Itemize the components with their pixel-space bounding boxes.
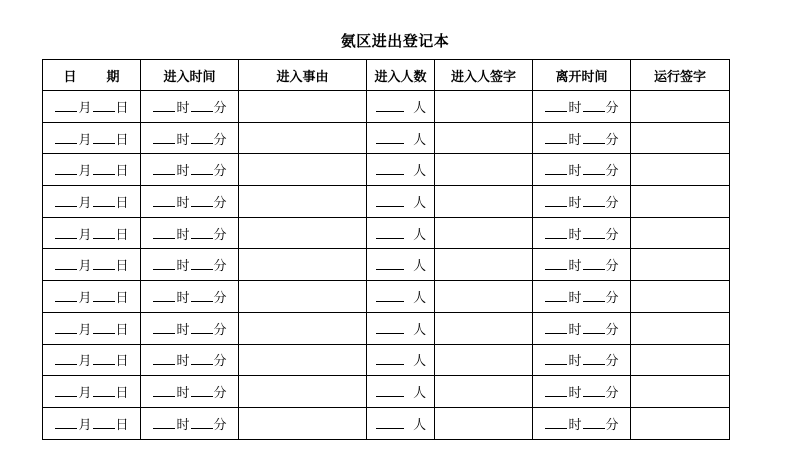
table-row bbox=[43, 122, 730, 154]
count-cell[interactable] bbox=[367, 91, 435, 123]
entry-time-cell[interactable] bbox=[141, 376, 239, 408]
header-entry-time: 进入时间 bbox=[141, 60, 239, 91]
day-unit: 日 bbox=[115, 417, 129, 433]
day-unit: 日 bbox=[115, 100, 129, 116]
purpose-cell[interactable] bbox=[239, 91, 367, 123]
leave-hour-blank[interactable] bbox=[545, 130, 567, 144]
leave-time-cell[interactable] bbox=[533, 281, 631, 313]
entry-time-cell[interactable] bbox=[141, 91, 239, 123]
leave-minute-unit: 分 bbox=[605, 164, 619, 180]
signature-in-cell[interactable] bbox=[435, 249, 533, 281]
header-signature-in: 进入人签字 bbox=[435, 60, 533, 91]
leave-time-cell[interactable] bbox=[533, 91, 631, 123]
entry-hour-blank[interactable] bbox=[153, 383, 175, 397]
leave-minute-blank[interactable] bbox=[583, 98, 605, 112]
leave-hour-blank[interactable] bbox=[545, 320, 567, 334]
leave-time-cell[interactable] bbox=[533, 312, 631, 344]
day-blank[interactable] bbox=[93, 320, 115, 334]
month-blank[interactable] bbox=[55, 130, 77, 144]
count-cell[interactable] bbox=[367, 186, 435, 218]
entry-minute-blank[interactable] bbox=[191, 415, 213, 429]
count-cell[interactable] bbox=[367, 376, 435, 408]
entry-minute-unit: 分 bbox=[213, 132, 227, 148]
date-cell[interactable] bbox=[43, 217, 141, 249]
leave-hour-blank[interactable] bbox=[545, 98, 567, 112]
month-unit: 月 bbox=[78, 259, 92, 275]
person-unit: 人 bbox=[413, 100, 427, 116]
entry-minute-unit: 分 bbox=[213, 195, 227, 211]
count-cell[interactable] bbox=[367, 122, 435, 154]
day-unit: 日 bbox=[115, 259, 129, 275]
table-row bbox=[43, 407, 730, 439]
signature-in-cell[interactable] bbox=[435, 186, 533, 218]
leave-minute-unit: 分 bbox=[605, 290, 619, 306]
month-blank[interactable] bbox=[55, 256, 77, 270]
date-cell[interactable] bbox=[43, 154, 141, 186]
month-blank[interactable] bbox=[55, 193, 77, 207]
entry-hour-unit: 时 bbox=[176, 100, 190, 116]
leave-hour-unit: 时 bbox=[568, 386, 582, 402]
count-blank[interactable] bbox=[376, 161, 404, 175]
leave-hour-blank[interactable] bbox=[545, 383, 567, 397]
leave-minute-unit: 分 bbox=[605, 227, 619, 243]
day-blank[interactable] bbox=[93, 225, 115, 239]
operator-signature-cell[interactable] bbox=[631, 407, 730, 439]
date-cell[interactable] bbox=[43, 91, 141, 123]
leave-minute-unit: 分 bbox=[605, 259, 619, 275]
month-blank[interactable] bbox=[55, 225, 77, 239]
month-blank[interactable] bbox=[55, 98, 77, 112]
entry-minute-blank[interactable] bbox=[191, 161, 213, 175]
month-unit: 月 bbox=[78, 322, 92, 338]
entry-minute-unit: 分 bbox=[213, 164, 227, 180]
day-blank[interactable] bbox=[93, 256, 115, 270]
day-unit: 日 bbox=[115, 322, 129, 338]
count-blank[interactable] bbox=[376, 193, 404, 207]
day-unit: 日 bbox=[115, 132, 129, 148]
entry-time-cell[interactable] bbox=[141, 312, 239, 344]
month-unit: 月 bbox=[78, 195, 92, 211]
leave-minute-blank[interactable] bbox=[583, 225, 605, 239]
day-blank[interactable] bbox=[93, 161, 115, 175]
person-unit: 人 bbox=[413, 227, 427, 243]
count-cell[interactable] bbox=[367, 344, 435, 376]
entry-hour-unit: 时 bbox=[176, 195, 190, 211]
header-leave-time: 离开时间 bbox=[533, 60, 631, 91]
purpose-cell[interactable] bbox=[239, 281, 367, 313]
leave-time-cell[interactable] bbox=[533, 376, 631, 408]
leave-time-cell[interactable] bbox=[533, 249, 631, 281]
day-blank[interactable] bbox=[93, 130, 115, 144]
entry-time-cell[interactable] bbox=[141, 186, 239, 218]
count-blank[interactable] bbox=[376, 351, 404, 365]
register-body bbox=[43, 91, 730, 440]
register-table bbox=[42, 59, 730, 440]
leave-time-cell[interactable] bbox=[533, 122, 631, 154]
leave-hour-unit: 时 bbox=[568, 290, 582, 306]
month-unit: 月 bbox=[78, 132, 92, 148]
table-row bbox=[43, 91, 730, 123]
table-row bbox=[43, 376, 730, 408]
leave-minute-blank[interactable] bbox=[583, 288, 605, 302]
count-cell[interactable] bbox=[367, 312, 435, 344]
month-blank[interactable] bbox=[55, 383, 77, 397]
day-unit: 日 bbox=[115, 290, 129, 306]
leave-hour-unit: 时 bbox=[568, 354, 582, 370]
month-unit: 月 bbox=[78, 417, 92, 433]
entry-minute-blank[interactable] bbox=[191, 383, 213, 397]
header-date-right: 期 bbox=[106, 69, 120, 85]
operator-signature-cell[interactable] bbox=[631, 249, 730, 281]
leave-time-cell[interactable] bbox=[533, 186, 631, 218]
entry-hour-unit: 时 bbox=[176, 417, 190, 433]
entry-minute-blank[interactable] bbox=[191, 288, 213, 302]
entry-hour-unit: 时 bbox=[176, 164, 190, 180]
date-cell[interactable] bbox=[43, 407, 141, 439]
leave-minute-unit: 分 bbox=[605, 417, 619, 433]
month-unit: 月 bbox=[78, 290, 92, 306]
entry-hour-blank[interactable] bbox=[153, 161, 175, 175]
entry-hour-blank[interactable] bbox=[153, 130, 175, 144]
entry-hour-blank[interactable] bbox=[153, 225, 175, 239]
count-cell[interactable] bbox=[367, 281, 435, 313]
count-blank[interactable] bbox=[376, 130, 404, 144]
header-count: 进入人数 bbox=[367, 60, 435, 91]
entry-minute-unit: 分 bbox=[213, 259, 227, 275]
purpose-cell[interactable] bbox=[239, 407, 367, 439]
leave-hour-unit: 时 bbox=[568, 132, 582, 148]
operator-signature-cell[interactable] bbox=[631, 122, 730, 154]
leave-hour-blank[interactable] bbox=[545, 161, 567, 175]
day-blank[interactable] bbox=[93, 351, 115, 365]
entry-minute-unit: 分 bbox=[213, 386, 227, 402]
leave-time-cell[interactable] bbox=[533, 154, 631, 186]
operator-signature-cell[interactable] bbox=[631, 312, 730, 344]
leave-hour-unit: 时 bbox=[568, 164, 582, 180]
day-unit: 日 bbox=[115, 227, 129, 243]
month-unit: 月 bbox=[78, 100, 92, 116]
entry-hour-blank[interactable] bbox=[153, 415, 175, 429]
purpose-cell[interactable] bbox=[239, 122, 367, 154]
leave-hour-unit: 时 bbox=[568, 259, 582, 275]
leave-minute-blank[interactable] bbox=[583, 415, 605, 429]
month-blank[interactable] bbox=[55, 161, 77, 175]
day-unit: 日 bbox=[115, 386, 129, 402]
signature-in-cell[interactable] bbox=[435, 91, 533, 123]
leave-minute-unit: 分 bbox=[605, 195, 619, 211]
operator-signature-cell[interactable] bbox=[631, 217, 730, 249]
leave-hour-unit: 时 bbox=[568, 322, 582, 338]
signature-in-cell[interactable] bbox=[435, 217, 533, 249]
day-unit: 日 bbox=[115, 164, 129, 180]
signature-in-cell[interactable] bbox=[435, 281, 533, 313]
entry-hour-blank[interactable] bbox=[153, 320, 175, 334]
day-blank[interactable] bbox=[93, 98, 115, 112]
leave-time-cell[interactable] bbox=[533, 407, 631, 439]
leave-minute-blank[interactable] bbox=[583, 351, 605, 365]
leave-minute-blank[interactable] bbox=[583, 320, 605, 334]
person-unit: 人 bbox=[413, 386, 427, 402]
header-operator-signature: 运行签字 bbox=[631, 60, 730, 91]
date-cell[interactable] bbox=[43, 249, 141, 281]
header-row bbox=[43, 60, 730, 91]
entry-hour-unit: 时 bbox=[176, 386, 190, 402]
entry-hour-unit: 时 bbox=[176, 227, 190, 243]
month-blank[interactable] bbox=[55, 351, 77, 365]
header-purpose: 进入事由 bbox=[239, 60, 367, 91]
leave-hour-blank[interactable] bbox=[545, 193, 567, 207]
entry-minute-unit: 分 bbox=[213, 354, 227, 370]
month-unit: 月 bbox=[78, 354, 92, 370]
leave-hour-blank[interactable] bbox=[545, 415, 567, 429]
entry-time-cell[interactable] bbox=[141, 344, 239, 376]
count-blank[interactable] bbox=[376, 256, 404, 270]
date-cell[interactable] bbox=[43, 344, 141, 376]
purpose-cell[interactable] bbox=[239, 376, 367, 408]
entry-minute-unit: 分 bbox=[213, 100, 227, 116]
leave-time-cell[interactable] bbox=[533, 217, 631, 249]
leave-hour-blank[interactable] bbox=[545, 288, 567, 302]
day-blank[interactable] bbox=[93, 383, 115, 397]
entry-hour-unit: 时 bbox=[176, 132, 190, 148]
operator-signature-cell[interactable] bbox=[631, 376, 730, 408]
leave-hour-blank[interactable] bbox=[545, 225, 567, 239]
entry-hour-blank[interactable] bbox=[153, 98, 175, 112]
person-unit: 人 bbox=[413, 132, 427, 148]
entry-minute-blank[interactable] bbox=[191, 225, 213, 239]
month-blank[interactable] bbox=[55, 320, 77, 334]
count-blank[interactable] bbox=[376, 98, 404, 112]
entry-minute-unit: 分 bbox=[213, 322, 227, 338]
person-unit: 人 bbox=[413, 164, 427, 180]
entry-minute-unit: 分 bbox=[213, 417, 227, 433]
person-unit: 人 bbox=[413, 354, 427, 370]
leave-time-cell[interactable] bbox=[533, 344, 631, 376]
entry-minute-blank[interactable] bbox=[191, 256, 213, 270]
leave-minute-blank[interactable] bbox=[583, 161, 605, 175]
count-cell[interactable] bbox=[367, 154, 435, 186]
entry-hour-blank[interactable] bbox=[153, 256, 175, 270]
count-blank[interactable] bbox=[376, 383, 404, 397]
signature-in-cell[interactable] bbox=[435, 154, 533, 186]
month-blank[interactable] bbox=[55, 288, 77, 302]
date-cell[interactable] bbox=[43, 186, 141, 218]
count-blank[interactable] bbox=[376, 288, 404, 302]
entry-time-cell[interactable] bbox=[141, 217, 239, 249]
leave-minute-unit: 分 bbox=[605, 100, 619, 116]
month-unit: 月 bbox=[78, 386, 92, 402]
operator-signature-cell[interactable] bbox=[631, 281, 730, 313]
leave-minute-unit: 分 bbox=[605, 322, 619, 338]
entry-minute-blank[interactable] bbox=[191, 98, 213, 112]
entry-time-cell[interactable] bbox=[141, 122, 239, 154]
table-row bbox=[43, 217, 730, 249]
entry-time-cell[interactable] bbox=[141, 249, 239, 281]
date-cell[interactable] bbox=[43, 281, 141, 313]
date-cell[interactable] bbox=[43, 376, 141, 408]
person-unit: 人 bbox=[413, 290, 427, 306]
entry-time-cell[interactable] bbox=[141, 407, 239, 439]
entry-minute-blank[interactable] bbox=[191, 320, 213, 334]
day-unit: 日 bbox=[115, 195, 129, 211]
person-unit: 人 bbox=[413, 259, 427, 275]
leave-hour-unit: 时 bbox=[568, 227, 582, 243]
entry-minute-blank[interactable] bbox=[191, 193, 213, 207]
signature-in-cell[interactable] bbox=[435, 376, 533, 408]
entry-minute-blank[interactable] bbox=[191, 351, 213, 365]
person-unit: 人 bbox=[413, 417, 427, 433]
operator-signature-cell[interactable] bbox=[631, 91, 730, 123]
leave-hour-blank[interactable] bbox=[545, 256, 567, 270]
leave-minute-unit: 分 bbox=[605, 354, 619, 370]
entry-minute-unit: 分 bbox=[213, 227, 227, 243]
count-blank[interactable] bbox=[376, 320, 404, 334]
month-unit: 月 bbox=[78, 164, 92, 180]
count-cell[interactable] bbox=[367, 249, 435, 281]
signature-in-cell[interactable] bbox=[435, 344, 533, 376]
leave-minute-blank[interactable] bbox=[583, 193, 605, 207]
day-blank[interactable] bbox=[93, 288, 115, 302]
purpose-cell[interactable] bbox=[239, 312, 367, 344]
leave-hour-unit: 时 bbox=[568, 195, 582, 211]
leave-minute-blank[interactable] bbox=[583, 256, 605, 270]
table-row bbox=[43, 312, 730, 344]
operator-signature-cell[interactable] bbox=[631, 186, 730, 218]
month-unit: 月 bbox=[78, 227, 92, 243]
signature-in-cell[interactable] bbox=[435, 312, 533, 344]
leave-hour-unit: 时 bbox=[568, 417, 582, 433]
purpose-cell[interactable] bbox=[239, 154, 367, 186]
month-blank[interactable] bbox=[55, 415, 77, 429]
count-blank[interactable] bbox=[376, 225, 404, 239]
entry-hour-unit: 时 bbox=[176, 354, 190, 370]
header-date-left: 日 bbox=[63, 69, 77, 85]
leave-minute-blank[interactable] bbox=[583, 383, 605, 397]
signature-in-cell[interactable] bbox=[435, 407, 533, 439]
table-row bbox=[43, 281, 730, 313]
purpose-cell[interactable] bbox=[239, 249, 367, 281]
date-cell[interactable] bbox=[43, 122, 141, 154]
leave-minute-blank[interactable] bbox=[583, 130, 605, 144]
count-cell[interactable] bbox=[367, 217, 435, 249]
leave-hour-unit: 时 bbox=[568, 100, 582, 116]
document-title: 氨区进出登记本 bbox=[340, 32, 450, 50]
entry-time-cell[interactable] bbox=[141, 154, 239, 186]
entry-minute-blank[interactable] bbox=[191, 130, 213, 144]
table-row bbox=[43, 154, 730, 186]
entry-time-cell[interactable] bbox=[141, 281, 239, 313]
operator-signature-cell[interactable] bbox=[631, 344, 730, 376]
count-blank[interactable] bbox=[376, 415, 404, 429]
entry-hour-unit: 时 bbox=[176, 259, 190, 275]
person-unit: 人 bbox=[413, 195, 427, 211]
person-unit: 人 bbox=[413, 322, 427, 338]
entry-hour-blank[interactable] bbox=[153, 288, 175, 302]
leave-minute-unit: 分 bbox=[605, 386, 619, 402]
day-unit: 日 bbox=[115, 354, 129, 370]
table-row bbox=[43, 249, 730, 281]
purpose-cell[interactable] bbox=[239, 217, 367, 249]
day-blank[interactable] bbox=[93, 193, 115, 207]
leave-minute-unit: 分 bbox=[605, 132, 619, 148]
table-row bbox=[43, 344, 730, 376]
signature-in-cell[interactable] bbox=[435, 122, 533, 154]
table-row bbox=[43, 186, 730, 218]
operator-signature-cell[interactable] bbox=[631, 154, 730, 186]
purpose-cell[interactable] bbox=[239, 344, 367, 376]
entry-hour-unit: 时 bbox=[176, 322, 190, 338]
purpose-cell[interactable] bbox=[239, 186, 367, 218]
header-date bbox=[43, 60, 141, 91]
count-cell[interactable] bbox=[367, 407, 435, 439]
day-blank[interactable] bbox=[93, 415, 115, 429]
entry-hour-unit: 时 bbox=[176, 290, 190, 306]
entry-minute-unit: 分 bbox=[213, 290, 227, 306]
entry-hour-blank[interactable] bbox=[153, 193, 175, 207]
entry-hour-blank[interactable] bbox=[153, 351, 175, 365]
date-cell[interactable] bbox=[43, 312, 141, 344]
leave-hour-blank[interactable] bbox=[545, 351, 567, 365]
